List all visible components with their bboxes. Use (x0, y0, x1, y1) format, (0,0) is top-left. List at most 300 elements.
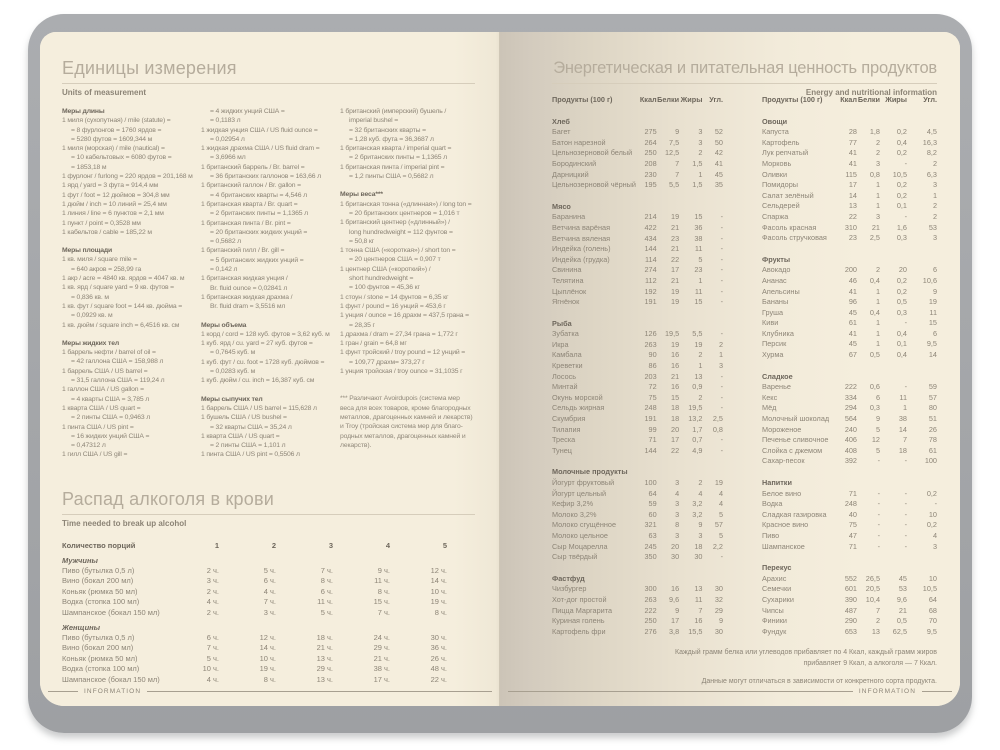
food-value: 4 (698, 488, 703, 498)
table-row (762, 265, 937, 276)
hours-value: 2 ч. (206, 586, 219, 596)
food-value: 10 (928, 509, 937, 519)
food-value: 18 (671, 414, 680, 424)
food-value: 71 (848, 541, 857, 551)
table-row (762, 446, 937, 457)
food-value: 0,3 (896, 233, 907, 243)
food-value: 11 (694, 244, 703, 254)
food-name: Икра (552, 339, 569, 349)
drink-label: Водка (стопка 100 мл) (62, 664, 140, 674)
food-value: 5 (718, 530, 723, 540)
food-section-name: Сладкое (762, 371, 793, 381)
food-value: 250 (644, 148, 657, 158)
food-value: 408 (844, 445, 857, 455)
units-line: 1 кварта США / US quart = (201, 432, 280, 440)
units-line: лекарств). (340, 441, 372, 449)
food-value: 6 (875, 392, 880, 402)
table-row (62, 566, 475, 576)
units-section (62, 56, 475, 469)
food-value: 14 (898, 424, 907, 434)
food-value: 0,4 (896, 137, 907, 147)
drink-label: Водка (стопка 100 мл) (62, 597, 140, 607)
food-value: 2 (698, 478, 703, 487)
drink-label: Коньяк (рюмка 50 мл) (62, 653, 138, 663)
units-block (62, 246, 195, 330)
units-line: 1 кв. миля / square mile = (62, 256, 137, 264)
units-line: 1 фут / foot = 12 дюймов = 304,8 мм (62, 191, 170, 199)
hours-value: 2 ч. (206, 607, 219, 617)
food-value: 10,5 (892, 169, 907, 179)
units-line: = 1,2 пинты США = 0,5682 л (349, 173, 434, 181)
food-value: 1,5 (692, 180, 703, 190)
food-value: 18 (694, 541, 703, 551)
food-name: Йогурт фруктовый (552, 478, 615, 487)
units-column-2 (201, 107, 334, 469)
food-value: 63 (648, 530, 657, 540)
food-value: 200 (844, 265, 857, 275)
hours-value: 6 ч. (206, 633, 219, 643)
alcohol-header-row (62, 533, 475, 551)
column-header: Жиры (680, 95, 703, 104)
footer-rule (48, 691, 78, 692)
food-value: - (904, 499, 907, 509)
units-block (201, 395, 334, 460)
table-row (762, 180, 937, 191)
units-line: 1 центнер США («короткий») / (340, 265, 431, 273)
table-row (762, 191, 937, 202)
food-value: - (720, 265, 723, 275)
units-line: = 0,7645 куб. м (210, 349, 256, 357)
food-value: 350 (644, 552, 657, 562)
table-row (552, 627, 723, 638)
alcohol-title-rule (62, 514, 475, 515)
food-value: 86 (648, 361, 657, 371)
food-value: 35 (714, 180, 723, 190)
food-value: 0,9 (692, 382, 703, 392)
food-value: 552 (844, 573, 857, 583)
hours-value: 12 ч. (259, 633, 276, 643)
units-line: = 2 британских пинты = 1,1365 л (210, 210, 308, 218)
food-value: 22 (848, 211, 857, 221)
food-value: 19 (671, 286, 680, 296)
hours-value: 15 ч. (373, 597, 390, 607)
food-value: 11 (694, 594, 703, 604)
food-section-row (552, 106, 723, 128)
table-row (762, 414, 937, 425)
food-value: 115 (845, 169, 857, 179)
food-value: - (720, 435, 723, 445)
food-value: 390 (844, 594, 857, 604)
food-value: 2 (875, 616, 880, 626)
food-value: 0,5 (869, 350, 880, 360)
food-value: 9,6 (896, 594, 907, 604)
table-row (552, 244, 723, 255)
food-value: 20 (671, 424, 680, 434)
food-value: 64 (928, 594, 937, 604)
units-line: 1 куб. фут / cu. foot = 1728 куб. дюймов = (201, 358, 325, 366)
food-name: Слойка с джемом (762, 445, 823, 455)
table-row (762, 127, 937, 138)
units-line: = 8 фурлонгов = 1760 ярдов = (71, 126, 162, 134)
table-row (552, 255, 723, 266)
food-value: - (720, 392, 723, 402)
food-value: 59 (648, 499, 657, 509)
units-line: 1 британская пинта / imperial pint = (340, 163, 445, 171)
food-value: 248 (844, 499, 857, 509)
food-name: Картофель (762, 137, 800, 147)
food-section-row (552, 456, 723, 478)
drink-label: Пиво (бутылка 0,5 л) (62, 633, 135, 643)
food-value: 2 (932, 158, 937, 168)
units-line: = 0,836 кв. м (71, 293, 109, 301)
nutrition-table-1 (552, 95, 723, 637)
table-row (762, 595, 937, 606)
food-name: Семечки (762, 584, 792, 594)
food-value: 4,9 (692, 445, 703, 455)
units-line: = 0,0283 куб. м (210, 368, 256, 376)
footer-rule (147, 691, 492, 692)
table-row (552, 170, 723, 181)
table-row (552, 350, 723, 361)
food-section-row (762, 361, 937, 383)
food-value: - (877, 530, 880, 540)
hours-value: 12 ч. (430, 566, 447, 575)
left-page (40, 32, 500, 706)
table-row (552, 297, 723, 308)
food-value: 0,7 (692, 435, 703, 445)
food-value: - (904, 520, 907, 530)
food-value: 222 (844, 382, 857, 392)
food-section-row (762, 244, 937, 266)
table-row (62, 597, 475, 607)
food-value: 42 (714, 148, 723, 158)
table-row (62, 664, 475, 674)
food-group-1 (552, 95, 723, 637)
table-row (762, 520, 937, 531)
units-line: 1 британская кварта / Br. quart = (201, 200, 298, 208)
food-value: 2,2 (712, 541, 723, 551)
food-value: 3 (875, 158, 880, 168)
hours-value: 36 ч. (430, 643, 447, 653)
food-value: 3 (698, 530, 703, 540)
table-row (762, 223, 937, 234)
table-row (552, 276, 723, 287)
food-value: 3 (675, 509, 680, 519)
food-value: 434 (644, 233, 657, 243)
food-name: Сахар-песок (762, 456, 805, 466)
food-value: 1 (875, 286, 880, 296)
food-value: 3 (675, 478, 680, 487)
hours-value: 10 ч. (430, 586, 447, 596)
food-value: 1 (875, 201, 880, 211)
food-value: 263 (644, 339, 657, 349)
food-value: 14 (928, 350, 937, 360)
food-value: 0,1 (896, 339, 907, 349)
food-value: 5 (718, 509, 723, 519)
food-value: 191 (644, 297, 657, 307)
food-name: Апельсины (762, 286, 800, 296)
hours-value: 21 ч. (316, 643, 333, 653)
food-name: Сладкая газировка (762, 509, 827, 519)
column-header: Продукты (100 г) (762, 95, 823, 104)
food-value: 0,2 (896, 180, 907, 190)
hours-value: 19 ч. (259, 664, 276, 674)
units-line: металлов, драгоценных камней и лекарств) (340, 413, 473, 421)
units-line: Br. fluid dram = 3,5516 мл (210, 303, 286, 311)
table-row (762, 542, 937, 553)
food-value: 1 (875, 180, 880, 190)
food-name: Сыр твёрдый (552, 552, 598, 562)
food-value: - (720, 297, 723, 307)
food-value: 334 (844, 392, 857, 402)
units-line: 1 гран / grain = 64,8 мг (340, 340, 407, 348)
food-value: 114 (645, 254, 657, 264)
units-line: 1 линия / line = 6 пунктов = 2,1 мм (62, 210, 164, 218)
table-row (552, 425, 723, 436)
hours-value: 10 ч. (202, 664, 219, 674)
food-name: Персик (762, 339, 787, 349)
table-row (762, 339, 937, 350)
food-name: Пиво (762, 530, 780, 540)
food-group-2 (762, 95, 937, 637)
food-name: Минтай (552, 382, 578, 392)
food-value: 2 (698, 148, 703, 158)
food-value: 1 (698, 361, 703, 371)
food-value: 13 (848, 201, 857, 211)
food-name: Окунь морской (552, 392, 603, 402)
units-line: = 1853,18 м (71, 163, 107, 171)
units-block-heading: Меры площади (62, 247, 113, 255)
table-row (552, 584, 723, 595)
table-row (552, 542, 723, 553)
units-line: и Troy (тройская система мер для благо- (340, 423, 463, 431)
food-value: 3 (932, 541, 937, 551)
food-value: 13 (694, 584, 703, 594)
food-value: 61 (848, 318, 857, 328)
food-value: 3,8 (669, 626, 680, 636)
food-value: 7,5 (669, 137, 680, 147)
table-row (552, 148, 723, 159)
food-value: 12 (871, 435, 880, 445)
hours-value: 14 ч. (259, 643, 276, 653)
table-row (62, 587, 475, 597)
food-value: 1 (875, 328, 880, 338)
table-row (762, 616, 937, 627)
units-columns (62, 107, 475, 469)
units-line: = 50,8 кг (349, 237, 375, 245)
food-value: 23 (694, 265, 703, 275)
portions-label: Количество порций (62, 540, 136, 550)
food-value: - (904, 541, 907, 551)
food-value: 3 (932, 233, 937, 243)
drink-label: Вино (бокал 200 мл) (62, 643, 134, 653)
nutrition-tables (552, 95, 937, 637)
food-value: 16,3 (922, 137, 937, 147)
food-value: 1,6 (896, 222, 907, 232)
food-name: Лосось (552, 371, 577, 381)
units-line: = 10 кабельтовых = 6080 футов = (71, 154, 172, 162)
hours-value: 26 ч. (430, 653, 447, 663)
food-value: - (904, 211, 907, 221)
units-line: = 4 британских кварты = 4,546 л (210, 191, 307, 199)
food-value: 52 (714, 127, 723, 137)
food-value: 0,8 (869, 169, 880, 179)
food-value: 222 (644, 605, 657, 615)
food-name: Пицца Маргарита (552, 605, 613, 615)
food-value: 0,5 (896, 297, 907, 307)
food-value: 112 (645, 275, 657, 285)
food-name: Печенье сливочное (762, 435, 829, 445)
units-column-3 (340, 107, 473, 469)
food-value: 26 (928, 424, 937, 434)
hours-value: 24 ч. (373, 633, 390, 643)
food-value: 30 (714, 584, 723, 594)
drink-label: Коньяк (рюмка 50 мл) (62, 586, 138, 596)
food-name: Белое вино (762, 488, 802, 498)
food-value: 7 (875, 605, 880, 615)
table-row (762, 382, 937, 393)
table-row (62, 654, 475, 664)
food-value: 8 (675, 520, 680, 530)
table-row (762, 329, 937, 340)
food-value: 3 (875, 211, 880, 221)
units-line: веса для всех товаров, кроме благородных (340, 404, 471, 412)
food-value: 3 (932, 180, 937, 190)
food-value: 29 (714, 605, 723, 615)
table-row (762, 403, 937, 414)
table-row (62, 576, 475, 586)
food-name: Молоко цельное (552, 530, 608, 540)
units-line: 1 баррель США / US barrel = 115,628 л (201, 404, 317, 412)
food-value: 45 (714, 169, 723, 179)
food-value: 18 (898, 445, 907, 455)
food-value: 15 (694, 297, 703, 307)
food-value: 422 (644, 222, 657, 232)
portion-count: 3 (328, 540, 333, 550)
page-spread (40, 32, 960, 706)
units-line: 1 британская жидкая унция / (201, 275, 288, 283)
hours-value: 38 ч. (373, 664, 390, 674)
units-line: 1 пинта США / US pint = 0,5506 л (201, 451, 300, 459)
food-value: 8,2 (926, 148, 937, 158)
food-value: 245 (644, 541, 657, 551)
table-row (762, 606, 937, 617)
food-value: - (904, 318, 907, 328)
column-header: Угл. (709, 95, 723, 104)
alcohol-section (62, 487, 475, 685)
units-column-1 (62, 107, 195, 469)
table-row (762, 212, 937, 223)
food-value: 2 (698, 350, 703, 360)
units-line: = 1,28 куб. фута = 36,3687 л (349, 135, 434, 143)
hours-value: 3 ч. (263, 607, 276, 617)
food-value: - (904, 488, 907, 498)
table-row (552, 382, 723, 393)
food-name: Зубатка (552, 329, 579, 339)
food-value: 18 (671, 403, 680, 413)
food-value: 45 (848, 307, 857, 317)
left-page-footer (48, 688, 492, 695)
food-name: Фасоль красная (762, 222, 817, 232)
food-name: Финики (762, 616, 787, 626)
food-name: Батон нарезной (552, 137, 606, 147)
units-line: 1 куб. ярд / cu. yard = 27 куб. футов = (201, 340, 313, 348)
food-value: 17 (671, 616, 680, 626)
food-section-name: Мясо (552, 201, 571, 211)
food-value: 195 (644, 180, 657, 190)
column-header: Белки (657, 95, 680, 104)
food-value: 23 (671, 233, 680, 243)
food-value: 90 (648, 350, 657, 360)
hours-value: 18 ч. (316, 633, 333, 643)
right-footer-label: INFORMATION (858, 688, 916, 695)
food-value: 2 (875, 137, 880, 147)
food-value: 19,5 (688, 403, 703, 413)
table-row (552, 606, 723, 617)
table-row (552, 329, 723, 340)
food-value: - (720, 254, 723, 264)
hours-value: 5 ч. (206, 653, 219, 663)
drink-label: Вино (бокал 200 мл) (62, 576, 134, 586)
table-row (552, 531, 723, 542)
food-value: 4 (718, 488, 723, 498)
units-line: 1 британская пинта / Br. pint = (201, 219, 291, 227)
units-line: 1 британский (имперский) бушель / (340, 108, 447, 115)
food-name: Салат зелёный (762, 190, 814, 200)
food-value: 0,1 (896, 201, 907, 211)
units-block-heading: Меры жидких тел (62, 339, 120, 347)
units-line: = 20 центнеров США = 0,907 т (349, 256, 441, 264)
food-value: 53 (898, 584, 907, 594)
food-value: 9 (718, 616, 723, 626)
footer-rule (508, 691, 853, 692)
food-value: 0,2 (896, 286, 907, 296)
portion-count: 4 (385, 540, 390, 550)
units-line: = 4 кварты США = 3,785 л (71, 395, 150, 403)
food-name: Шампанское (762, 541, 805, 551)
hours-value: 8 ч. (377, 586, 390, 596)
food-name: Фасоль стручковая (762, 233, 827, 243)
food-value: - (904, 509, 907, 519)
food-section-name: Фрукты (762, 254, 791, 264)
food-section-name: Напитки (762, 478, 792, 487)
food-value: - (720, 329, 723, 339)
units-line: 1 баррель нефти / barrel of oil = (62, 349, 156, 357)
units-line: = 2 пинты США = 1,101 л (210, 442, 286, 450)
table-row (552, 372, 723, 383)
units-line: 1 британский гилл / Br. gill = (201, 247, 285, 255)
food-value: 1,8 (869, 127, 880, 137)
food-value: 5 (875, 424, 880, 434)
food-name: Бородинский (552, 158, 597, 168)
units-line: = 28,35 г (349, 321, 375, 329)
table-row (762, 308, 937, 319)
units-line: *** Различают Avoirdupois (система мер (340, 395, 460, 403)
nutrition-header-row (762, 95, 937, 106)
food-value: 275 (644, 127, 657, 137)
food-name: Камбала (552, 350, 582, 360)
hours-value: 2 ч. (206, 566, 219, 575)
food-value: 263 (644, 594, 657, 604)
food-value: 23 (848, 233, 857, 243)
food-value: 78 (928, 435, 937, 445)
table-row (762, 489, 937, 500)
food-value: 17 (671, 265, 680, 275)
food-value: 72 (648, 382, 657, 392)
units-title-rule (62, 83, 475, 84)
food-section-row (552, 308, 723, 330)
table-row (552, 595, 723, 606)
